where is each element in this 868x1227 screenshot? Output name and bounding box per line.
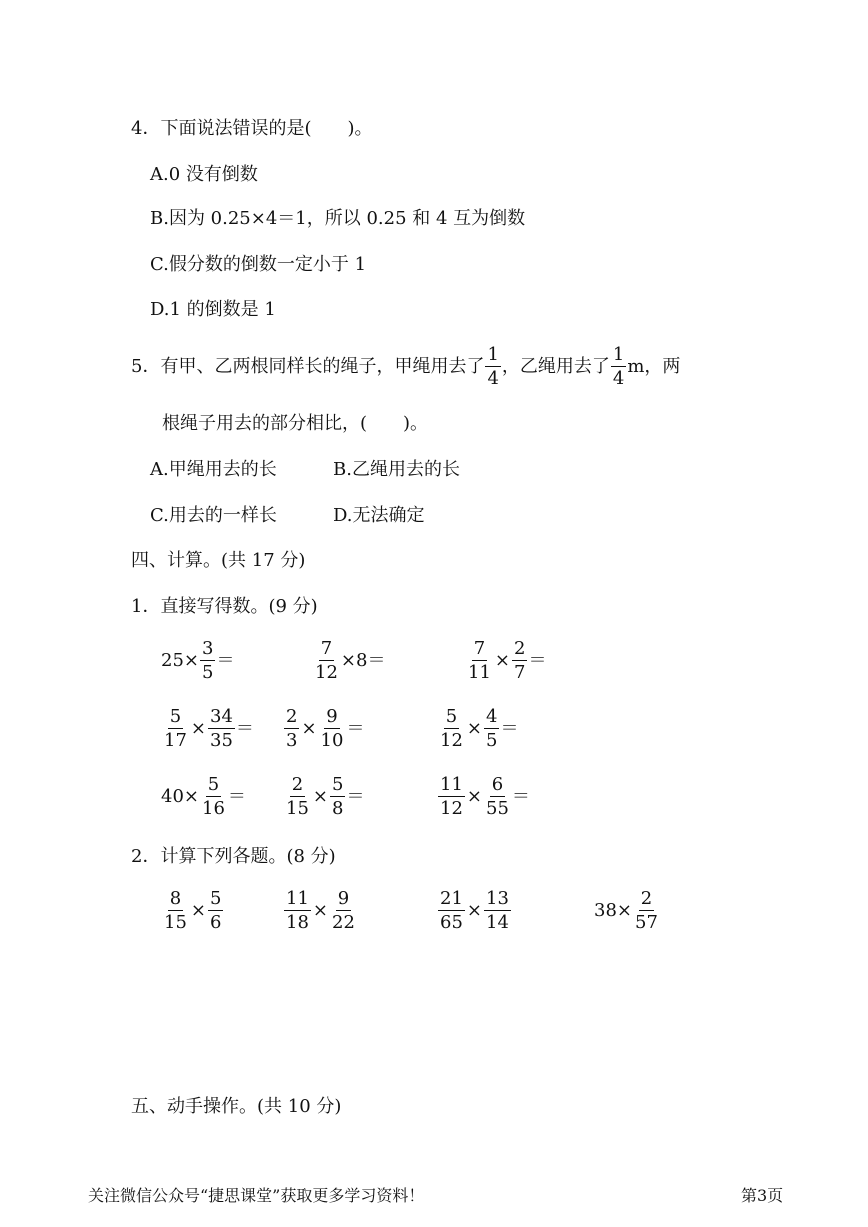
- q5-option-d: D.无法确定: [333, 505, 425, 526]
- numerator: 9: [326, 706, 338, 727]
- calc1-r3c1: [161, 776, 246, 818]
- fraction: [319, 708, 346, 750]
- fraction: [330, 890, 357, 932]
- q4-option-b: B.因为 0.25×4＝1，所以 0.25 和 4 互为倒数: [150, 208, 526, 229]
- equals-sign: ＝: [216, 650, 235, 671]
- denominator: 6: [210, 912, 222, 933]
- fraction: [438, 890, 465, 932]
- equals-sign: ＝: [346, 786, 365, 807]
- calc1-r1c2: [312, 640, 385, 682]
- numerator: 7: [320, 638, 333, 659]
- footer-page-number: 第3页: [741, 1186, 784, 1205]
- equals-sign: ＝: [528, 650, 547, 671]
- calc1-r2c1: [161, 708, 254, 750]
- calc2-p3: [437, 890, 512, 932]
- denominator: 16: [202, 798, 225, 819]
- numerator: 3: [202, 638, 214, 659]
- fraction: [484, 708, 499, 750]
- calc-prefix: 38×: [594, 900, 632, 921]
- section4-title: 四、计算。(共 17 分): [131, 550, 306, 571]
- denominator: 12: [440, 798, 463, 819]
- q4-option-d: D.1 的倒数是 1: [150, 299, 276, 320]
- numerator: 8: [169, 888, 182, 909]
- calc-prefix: 40×: [161, 786, 199, 807]
- q4-option-c: C.假分数的倒数一定小于 1: [150, 254, 367, 275]
- times-sign: ×: [466, 718, 482, 739]
- q5-stem-line1: [131, 346, 680, 388]
- section4-sub1: 1．直接写得数。(9 分): [131, 596, 318, 617]
- section5-title: 五、动手操作。(共 10 分): [131, 1096, 342, 1117]
- numerator: 21: [440, 888, 463, 909]
- q5-fraction-2: [611, 346, 626, 388]
- numerator: 5: [207, 774, 220, 795]
- denominator: 5: [202, 662, 214, 683]
- denominator: 57: [635, 912, 658, 933]
- denominator: 18: [286, 912, 309, 933]
- calc1-r1c3: [465, 640, 546, 682]
- equals-sign: ＝: [227, 786, 246, 807]
- denominator: 5: [486, 730, 498, 751]
- numerator: 7: [473, 638, 486, 659]
- numerator: 9: [337, 888, 350, 909]
- fraction: [330, 776, 345, 818]
- calc1-r1c1: [161, 640, 234, 682]
- denominator: 22: [332, 912, 355, 933]
- fraction: [484, 890, 511, 932]
- equals-sign: ＝: [511, 786, 530, 807]
- denominator: 12: [440, 730, 463, 751]
- q5-option-b: B.乙绳用去的长: [333, 459, 460, 480]
- fraction: [162, 890, 189, 932]
- q5-text-part3: m，两: [627, 356, 681, 377]
- calc1-r2c3: [437, 708, 518, 750]
- fraction: [438, 708, 465, 750]
- q5-text-part2: ，乙绳用去了: [501, 356, 610, 377]
- fraction: [208, 708, 235, 750]
- fraction: [284, 776, 311, 818]
- section4-sub2: 2．计算下列各题。(8 分): [131, 846, 336, 867]
- denominator: 17: [164, 730, 187, 751]
- q5-option-c: C.用去的一样长: [150, 505, 277, 526]
- fraction: [512, 640, 527, 682]
- numerator: 2: [291, 774, 304, 795]
- denominator: 8: [332, 798, 344, 819]
- q5-fraction-1-numerator: 1: [487, 344, 499, 365]
- numerator: 2: [514, 638, 526, 659]
- q5-fraction-2-numerator: 1: [612, 344, 625, 365]
- numerator: 6: [491, 774, 504, 795]
- denominator: 15: [286, 798, 309, 819]
- denominator: 11: [468, 662, 491, 683]
- q5-fraction-1: [485, 346, 500, 388]
- denominator: 55: [486, 798, 509, 819]
- q5-option-a: A.甲绳用去的长: [150, 459, 277, 480]
- fraction: [200, 776, 227, 818]
- equals-sign: ＝: [500, 718, 519, 739]
- times-sign: ×: [494, 650, 510, 671]
- denominator: 14: [486, 912, 509, 933]
- times-sign: ×: [190, 900, 206, 921]
- numerator: 4: [486, 706, 498, 727]
- denominator: 7: [514, 662, 526, 683]
- fraction: [313, 640, 340, 682]
- fraction: [633, 890, 660, 932]
- denominator: 12: [315, 662, 338, 683]
- calc-prefix: 25×: [161, 650, 199, 671]
- numerator: 2: [286, 706, 298, 727]
- q5-text-part1: 5．有甲、乙两根同样长的绳子，甲绳用去了: [131, 356, 485, 377]
- calc1-r3c3: [437, 776, 530, 818]
- numerator: 13: [486, 888, 509, 909]
- q5-stem-line2: 根绳子用去的部分相比，( )。: [162, 413, 429, 434]
- denominator: 15: [164, 912, 187, 933]
- q4-stem: 4．下面说法错误的是( )。: [131, 118, 373, 139]
- times-sign: ×: [466, 900, 482, 921]
- calc1-r3c2: [283, 776, 364, 818]
- numerator: 11: [286, 888, 309, 909]
- numerator: 5: [445, 706, 458, 727]
- denominator: 65: [440, 912, 463, 933]
- calc2-p2: [283, 890, 358, 932]
- equals-sign: ＝: [235, 718, 254, 739]
- numerator: 34: [210, 706, 233, 727]
- fraction: [284, 890, 311, 932]
- times-sign: ×: [190, 718, 206, 739]
- times-sign: ×: [301, 718, 317, 739]
- calc2-p4: [594, 890, 661, 932]
- numerator: 5: [169, 706, 182, 727]
- fraction: [208, 890, 223, 932]
- fraction: [484, 776, 511, 818]
- fraction: [162, 708, 189, 750]
- footer-promo-text: 关注微信公众号“捷思课堂”获取更多学习资料！: [88, 1186, 425, 1205]
- q5-fraction-1-denominator: 4: [487, 368, 499, 389]
- calc1-r2c2: [283, 708, 364, 750]
- times-sign: ×: [312, 786, 328, 807]
- denominator: 10: [320, 730, 344, 751]
- calc-suffix: ×8＝: [340, 650, 386, 671]
- fraction: [200, 640, 215, 682]
- times-sign: ×: [312, 900, 328, 921]
- q4-option-a: A.0 没有倒数: [150, 164, 258, 185]
- equals-sign: ＝: [346, 718, 365, 739]
- fraction: [284, 708, 299, 750]
- times-sign: ×: [466, 786, 482, 807]
- fraction: [466, 640, 493, 682]
- numerator: 2: [640, 888, 653, 909]
- denominator: 3: [286, 730, 298, 751]
- denominator: 35: [210, 730, 233, 751]
- numerator: 5: [332, 774, 344, 795]
- calc2-p1: [161, 890, 224, 932]
- numerator: 11: [440, 774, 463, 795]
- fraction: [438, 776, 465, 818]
- numerator: 5: [210, 888, 222, 909]
- q5-fraction-2-denominator: 4: [612, 368, 625, 389]
